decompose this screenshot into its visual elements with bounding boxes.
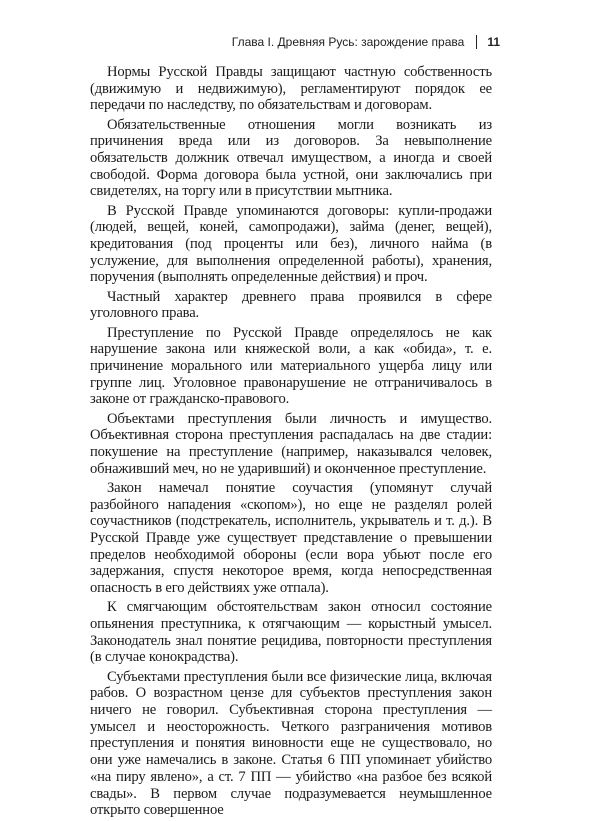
body-text — [90, 64, 492, 821]
chapter-title: Глава I. Древняя Русь: зарождение права — [231, 35, 465, 49]
page-number: 11 — [487, 35, 500, 49]
paragraph-complicity: Закон намечал понятие соучастия (упомянут случай разбойного нападения «скопом»), но еще не разделял ролей соучастников (подстрекатель, исполнитель, укрыватель и т. д.). В Русской Правде уже существует представление о превышении пределов необходимой обороны (если вора убьют после его задержания, спустя некоторое время, когда непосредственная опасность в его действиях уже отпала). — [90, 479, 492, 597]
paragraph-contracts: В Русской Правде упоминаются договоры: купли-продажи (людей, вещей, коней, самопродажи), займа (денег, вещей), кредитования (под проценты или без), личного найма (в услужение, для выполнения определенной работы), хранения, поручения (выполнять определенные действия) и проч. — [90, 202, 492, 286]
paragraph-obligations: Обязательственные отношения могли возникать из причинения вреда или из договоров. За невыполнение обязательств должник отвечал имуществом, а иногда и своей свободой. Форма договора была устной, они заключались при свидетелях, на торгу или в присутствии мытника. — [90, 116, 492, 200]
paragraph-private-property: Нормы Русской Правды защищают частную собственность (движимую и недвижимую), регламентируют порядок ее передачи по наследству, по обязательствам и договорам. — [90, 64, 492, 114]
paragraph-circumstances: К смягчающим обстоятельствам закон относил состояние опьянения преступника, к отягчающим — корыстный умысел. Законодатель знал понятие рецидива, повторности преступления (в случае конокрадства). — [90, 599, 492, 666]
running-header — [232, 35, 500, 49]
paragraph-criminal-law: Частный характер древнего права проявился в сфере уголовного права. — [90, 288, 492, 322]
header-separator — [476, 35, 477, 49]
paragraph-subjects: Субъектами преступления были все физические лица, включая рабов. О возрастном цензе для субъектов преступления закон ничего не говорил. Субъективная сторона преступления — умысел и неосторожность. Четкого разграничения мотивов преступления и понятия виновности еще не существовало, но они уже намечались в законе. Статья 6 ПП упоминает убийство «на пиру явлено», а ст. 7 ПП — убийство «на разбое без всякой свады». В первом случае подразумевается неумышленное открыто совершенное — [90, 668, 492, 819]
paragraph-crime-objects: Объектами преступления были личность и имущество. Объективная сторона преступления распадалась на две стадии: покушение на преступление (например, наказывался человек, обнаживший меч, но не ударивший) и оконченное преступление. — [90, 410, 492, 477]
paragraph-crime-definition: Преступление по Русской Правде определялось не как нарушение закона или княжеской воли, а как «обида», т. е. причинение морального или материального ущерба лицу или группе лиц. Уголовное правонарушение не отграничивалось в законе от гражданско-правового. — [90, 324, 492, 408]
